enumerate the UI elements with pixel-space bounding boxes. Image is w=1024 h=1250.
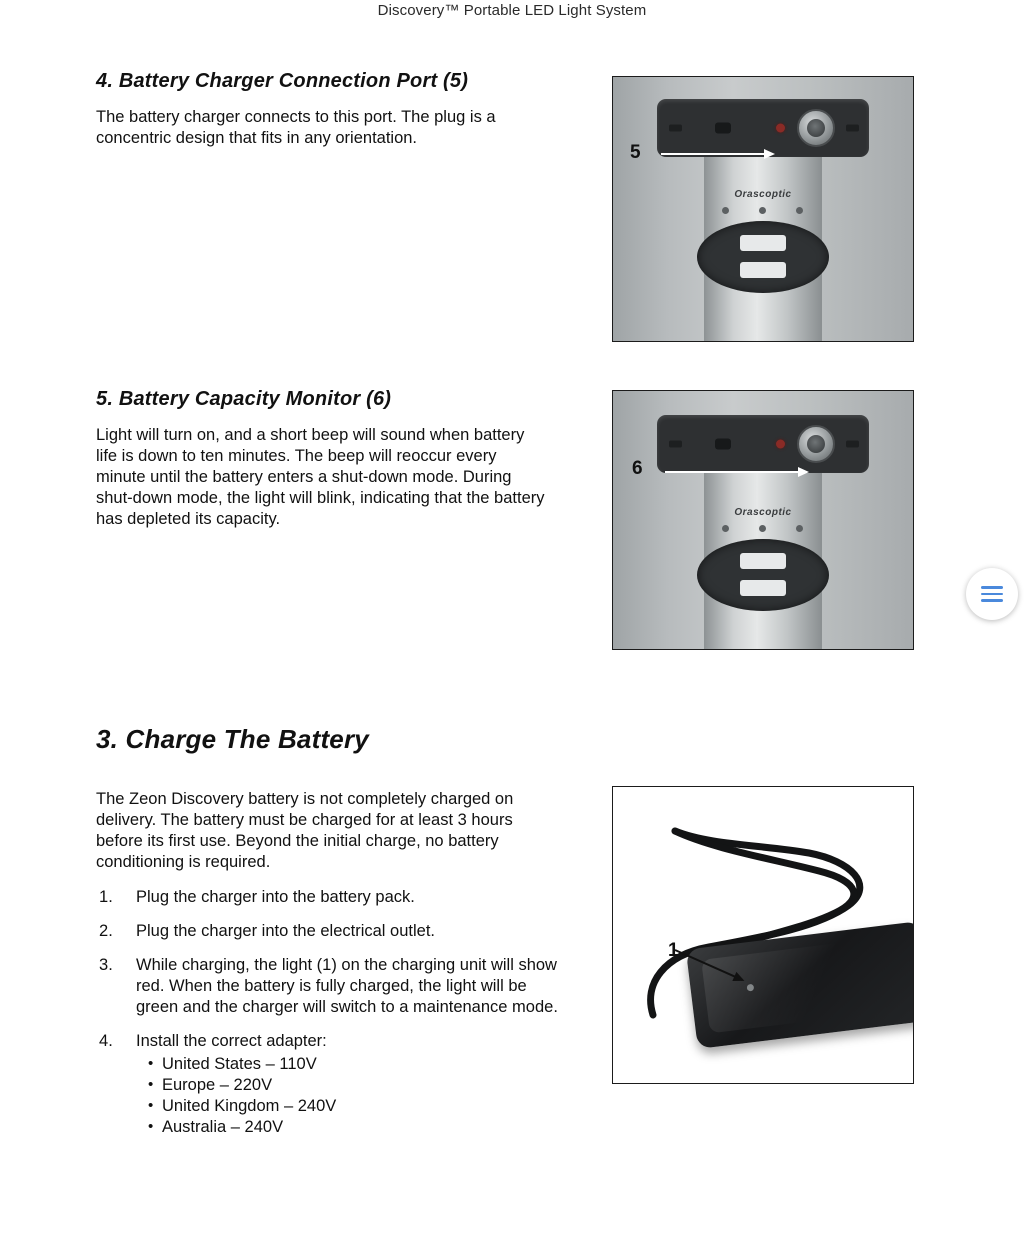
panel-notch-left	[669, 125, 682, 132]
capacity-monitor-led	[776, 124, 785, 133]
panel-notch-right	[846, 125, 859, 132]
adapter-list	[96, 1054, 576, 1138]
list-item: • United States – 110V	[148, 1054, 576, 1075]
list-item: • Australia – 240V	[148, 1117, 576, 1138]
list-item: • Europe – 220V	[148, 1075, 576, 1096]
battery-pack-top-panel	[657, 99, 869, 157]
battery-pack-top-panel	[657, 415, 869, 473]
control-button-bottom	[740, 262, 786, 278]
section-battery-charger-connection-port	[96, 70, 566, 149]
section-5-paragraph: Light will turn on, and a short beep will sound when battery life is down to ten minutes. The beep will reoccur every minute until the battery enters a shut-down mode. During shut-down mode, the light will blink, indicating that the battery has depleted its capacity.	[96, 426, 545, 528]
section-4-paragraph: The battery charger connects to this port. The plug is a concentric design that fits in any orientation.	[96, 108, 496, 147]
callout-label-5: 5	[630, 142, 641, 163]
list-item: Plug the charger into the battery pack.	[136, 888, 415, 906]
charging-status-led	[746, 984, 754, 992]
list-item	[96, 1031, 566, 1052]
figure-charger-connection-port	[612, 76, 914, 342]
callout-label-6: 6	[632, 458, 643, 479]
panel-notch-right	[846, 441, 859, 448]
charge-steps-list	[96, 887, 566, 1052]
light-cable-connector	[797, 109, 835, 147]
charge-section-title: 3. Charge The Battery	[96, 724, 369, 754]
section-charge-the-battery	[96, 724, 576, 1138]
callout-arrow-5	[661, 153, 773, 155]
document-running-header	[0, 0, 1024, 28]
charger-connection-port	[715, 123, 731, 134]
section-battery-capacity-monitor	[96, 388, 566, 530]
list-item: Plug the charger into the electrical outlet.	[136, 922, 436, 940]
section-5-title: 5. Battery Capacity Monitor (6)	[96, 388, 392, 410]
running-header-text: Discovery™ Portable LED Light System	[377, 2, 647, 19]
callout-arrow-6	[665, 471, 807, 473]
floating-menu-button[interactable]	[966, 568, 1018, 620]
list-item: • United Kingdom – 240V	[148, 1096, 576, 1117]
brand-label: Orascoptic	[734, 189, 792, 200]
list-item-text: Install the correct adapter:	[136, 1032, 327, 1050]
menu-icon	[981, 586, 1003, 602]
control-oval	[697, 539, 829, 611]
light-cable-connector	[797, 425, 835, 463]
capacity-monitor-led	[776, 440, 785, 449]
panel-screws	[720, 207, 806, 215]
charger-connection-port	[715, 439, 731, 450]
control-button-bottom	[740, 580, 786, 596]
figure-battery-charger	[612, 786, 914, 1084]
list-item: While charging, the light (1) on the charging unit will show red. When the battery is fully charged, the light will be green and the charger will switch to a maintenance mode.	[136, 956, 558, 1016]
charge-section-paragraph: The Zeon Discovery battery is not completely charged on delivery. The battery must be charged for at least 3 hours before its first use. Beyond the initial charge, no battery conditioning is required.	[96, 790, 514, 871]
callout-label-1: 1	[668, 940, 679, 961]
brand-label: Orascoptic	[734, 507, 792, 518]
panel-screws	[720, 525, 806, 533]
control-button-top	[740, 235, 786, 251]
control-button-top	[740, 553, 786, 569]
figure-battery-capacity-monitor	[612, 390, 914, 650]
control-oval	[697, 221, 829, 293]
panel-notch-left	[669, 441, 682, 448]
section-4-title: 4. Battery Charger Connection Port (5)	[96, 70, 469, 92]
